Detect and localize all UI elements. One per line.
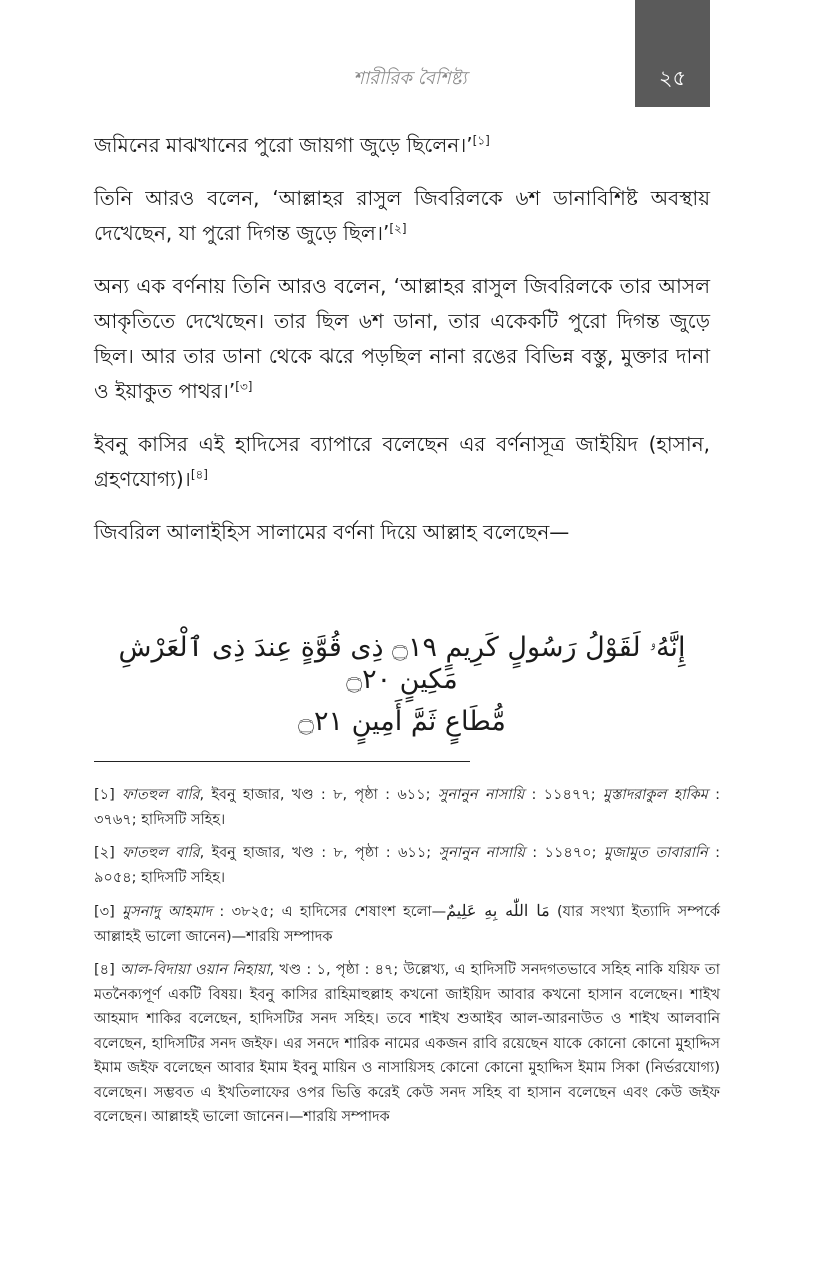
body-text (94, 128, 710, 568)
footnote-1: [১] ফাতহুল বারি, ইবনু হাজার, খণ্ড : ৮, পৃষ্ঠা : ৬১১; সুনানুন নাসায়ি : ১১৪৭৭; মুস্তাদরাকুল হাকিম : ৩৭৬৭; হাদিসটি সহিহ। (94, 787, 720, 828)
footnote-3: [৩] মুসনাদু আহমাদ : ৩৮২৫; এ হাদিসের শেষাংশ হলো—مَا اللّٰه بِهِ عَلِيمٌ (যার সংখ্যা ইত্যাদি সম্পর্কে আল্লাহই ভালো জানেন)—শারয়ি সম্পাদক (94, 901, 721, 945)
page-number-text: ২৫ (658, 66, 687, 90)
footnote-2: [২] ফাতহুল বারি, ইবনু হাজার, খণ্ড : ৮, পৃষ্ঠা : ৬১১; সুনানুন নাসায়ি : ১১৪৭০; মুজামুত তাবারানি : ৯০৫৪; হাদিসটি সহিহ। (94, 845, 720, 886)
footnote-ref-1[interactable]: [১] (472, 133, 490, 148)
arabic-phrase: مَا اللّٰه بِهِ عَلِيمٌ (446, 901, 550, 920)
footnote-separator (94, 761, 470, 762)
footnote-ref-2[interactable]: [২] (389, 221, 407, 236)
quran-verse-line-2: مُّطَاعٍ ثَمَّ أَمِينٍ ۝٢١ (298, 706, 506, 737)
footnote-ref-3[interactable]: [৩] (235, 379, 253, 394)
paragraph-1: জমিনের মাঝখানের পুরো জায়গা জুড়ে ছিলেন।’[১] (94, 133, 490, 157)
footnotes (94, 783, 720, 1139)
paragraph-3: অন্য এক বর্ণনায় তিনি আরও বলেন, ‘আল্লাহর রাসুল জিবরিলকে তার আসল আকৃতিতে দেখেছেন। তার ছিল ৬শ ডানা, তার একেকটি পুরো দিগন্ত জুড়ে ছিল। আর তার ডানা থেকে ঝরে পড়ছিল নানা রঙের বিভিন্ন বস্তু, মুক্তার দানা ও ইয়াকুত পাথর।’[৩] (94, 274, 710, 403)
footnote-ref-4[interactable]: [৪] (190, 467, 208, 482)
footnote-4: [৪] আল-বিদায়া ওয়ান নিহায়া, খণ্ড : ১, পৃষ্ঠা : ৪৭; উল্লেখ্য, এ হাদিসটি সনদগতভাবে সহিহ নাকি যয়িফ তা মতনৈক্যপূর্ণ একটি বিষয়। ইবনু কাসির রাহিমাহুল্লাহ কখনো জাইয়িদ আবার কখনো হাসান বলেছেন। শাইখ আহমাদ শাকির বলেছেন, হাদিসটির সনদ সহিহ। তবে শাইখ শুআইব আল-আরনাউত ও শাইখ আলবানি বলেছেন, হাদিসটির সনদ জইফ। এর সনদে শারিক নামের একজন রাবি রয়েছেন যাকে কোনো কোনো মুহাদ্দিস ইমাম জইফ বলেছেন আবার ইমাম ইবনু মায়িন ও নাসায়িসহ কোনো কোনো মুহাদ্দিস ইমাম সিকা (নির্ভরযোগ্য) বলেছেন। সম্ভবত এ ইখতিলাফের ওপর ভিত্তি করেই কেউ সনদ সহিহ বা হাসান বলেছেন এবং কেউ জইফ বলেছেন। আল্লাহই ভালো জানেন।—শারয়ি সম্পাদক (94, 962, 721, 1125)
page-number (635, 0, 710, 107)
paragraph-4: ইবনু কাসির এই হাদিসের ব্যাপারে বলেছেন এর বর্ণনাসূত্র জাইয়িদ (হাসান, গ্রহণযোগ্য)।[৪] (94, 432, 710, 491)
quran-verse-line-1: إِنَّهُۥ لَقَوْلُ رَسُولٍ كَرِيمٍ ۝١٩ ذِى قُوَّةٍ عِندَ ذِى ٱلْعَرْشِ مَكِينٍ ۝٢٠ (118, 632, 686, 695)
paragraph-5: জিবরিল আলাইহিস সালামের বর্ণনা দিয়ে আল্লাহ বলেছেন— (94, 520, 570, 544)
paragraph-2: তিনি আরও বলেন, ‘আল্লাহর রাসুল জিবরিলকে ৬শ ডানাবিশিষ্ট অবস্থায় দেখেছেন, যা পুরো দিগন্ত জুড়ে ছিল।’[২] (94, 186, 710, 245)
running-header: শারীরিক বৈশিষ্ট্য (353, 68, 467, 89)
